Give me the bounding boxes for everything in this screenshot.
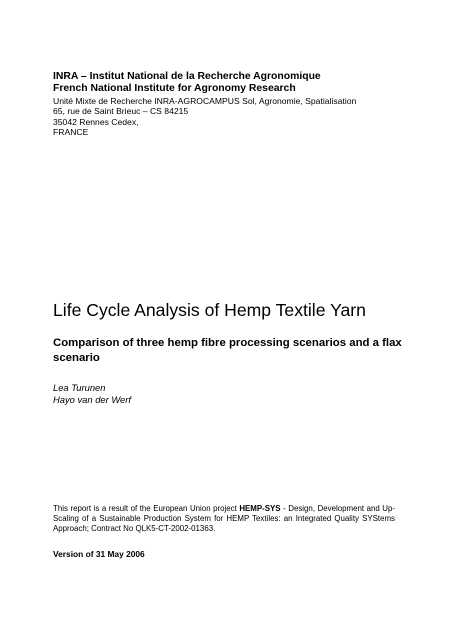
author-name: Lea Turunen — [53, 382, 106, 393]
report-note-suffix: - Design, Development and Up-Scaling of a Sustainable Production System for HEMP Textiles: an Integrated Quality SYStems Approach; Contract No QLK5-CT-2002-01363. — [53, 504, 395, 534]
institution-block — [53, 71, 403, 138]
address-line-city: 35042 Rennes Cedex, — [53, 116, 139, 127]
report-note-project: HEMP-SYS — [239, 504, 281, 513]
address-line-country: FRANCE — [53, 127, 89, 138]
institution-name-en: French National Institute for Agronomy Research — [53, 83, 296, 94]
address-line-unit: Unité Mixte de Recherche INRA-AGROCAMPUS Sol, Agronomie, Spatialisation — [53, 96, 357, 106]
authors-block — [53, 382, 403, 406]
document-subtitle: Comparison of three hemp fibre processing scenarios and a flax scenario — [53, 337, 402, 364]
author-name: Hayo van der Werf — [53, 394, 131, 405]
address-line-street: 65, rue de Saint Brieuc – CS 84215 — [53, 106, 189, 117]
report-note — [53, 504, 395, 535]
institution-name-fr: INRA – Institut National de la Recherche Agronomique — [53, 71, 321, 82]
version-date: Version of 31 May 2006 — [53, 549, 145, 559]
report-note-prefix: This report is a result of the European Union project — [53, 504, 240, 513]
document-title: Life Cycle Analysis of Hemp Textile Yarn — [53, 300, 366, 320]
